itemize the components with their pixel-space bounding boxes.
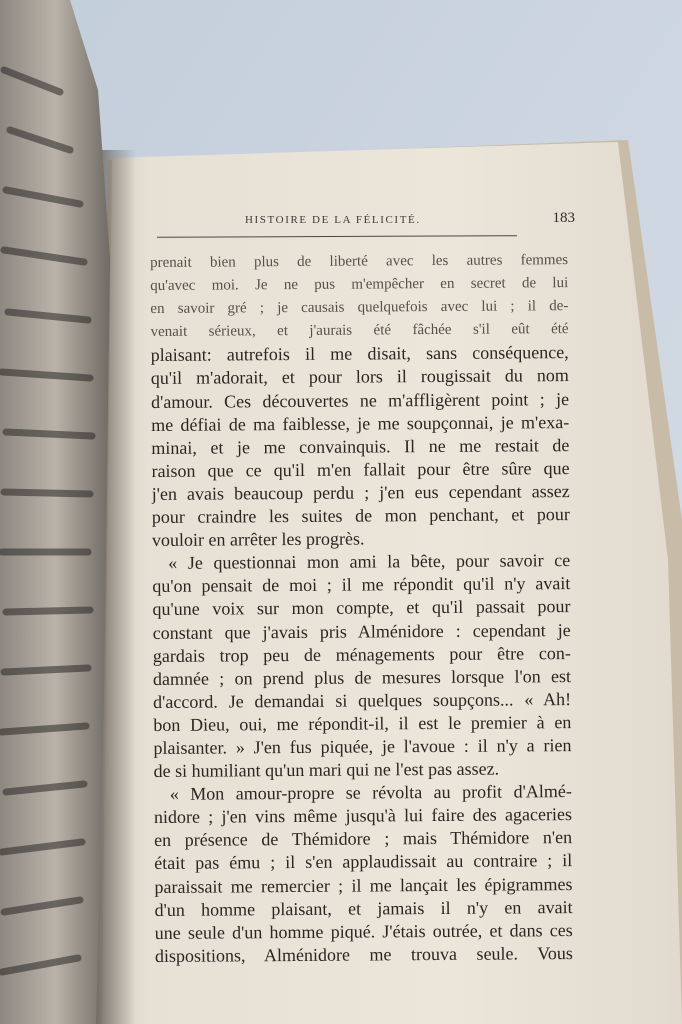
text-line: j'en avais beaucoup perdu ; j'en eus cependant assez (151, 481, 570, 504)
text-line: minai, et je me convainquis. Il ne me restait de (151, 434, 570, 458)
running-head (245, 210, 575, 230)
text-line: plaisant: autrefois il me disait, sans conséquence, (150, 342, 569, 366)
text-line: d'amour. Ces découvertes ne m'affligèrent point ; je (150, 388, 570, 412)
text-line: constant que j'avais pris Alménidore : cependant je (152, 619, 571, 643)
page-body (150, 249, 573, 968)
text-line: une seule d'un homme piqué. J'étais outrée, et dans ces (154, 919, 573, 943)
text-line: était pas ému ; il s'en applaudissait au contraire ; il (154, 850, 573, 874)
text-line: « Mon amour-propre se révolta au profit d'Almé- (169, 781, 572, 805)
text-line: nidore ; j'en vins même jusqu'à lui faire des agaceries (153, 804, 573, 828)
text-line: en savoir gré ; je causais quelquefois avec lui ; il de- (150, 298, 569, 318)
text-line: venait sérieux, et j'aurais été fâchée s'il eût été (150, 321, 569, 341)
text-line: « Je questionnai mon ami la bête, pour savoir ce (168, 550, 571, 574)
left-page-curl (0, 0, 110, 1024)
text-line: qu'il m'adorait, et pour lors il rougissait du nom (150, 365, 569, 389)
text-line: damnée ; on prend plus de mesures lorsque l'on est (152, 665, 572, 689)
text-line: d'un homme plaisant, et jamais il n'y en avait (154, 896, 573, 920)
text-line: qu'avec moi. Je ne pus m'empêcher en secret de lui (150, 275, 569, 295)
text-line: me défiai de ma faiblesse, je me soupçonnai, je m'exa- (151, 411, 570, 435)
text-line: qu'une voix sur mon compte, et qu'il passait pour (152, 596, 571, 620)
page-number: 183 (552, 210, 575, 226)
text-line: d'accord. Je demandai si quelques soupçons... « Ah! (153, 688, 572, 712)
text-line: dispositions, Alménidore me trouva seule. Vous (154, 942, 573, 966)
text-line: pour craindre les suites de mon penchant, et pour (151, 504, 570, 528)
text-line: plaisanter. » J'en fus piquée, je l'avoue : il n'y a rien (153, 735, 572, 758)
text-line: gardais trop peu de ménagements pour être con- (152, 642, 571, 666)
text-line: de si humiliant qu'un mari qui ne l'est pas assez. (153, 758, 500, 782)
text-line: qu'on pensait de moi ; il me répondit qu'il n'y avait (152, 573, 571, 597)
chapter-title: HISTOIRE DE LA FÉLICITÉ. (245, 214, 421, 226)
text-line: prenait bien plus de liberté avec les autres femmes (150, 252, 569, 271)
text-line: vouloir en arrêter les progrès. (151, 528, 365, 551)
text-line: bon Dieu, oui, me répondit-il, il est le premier à en (153, 711, 572, 735)
text-line: en présence de Thémidore ; mais Thémidore n'en (154, 827, 573, 851)
text-line: raison que ce qu'il m'en fallait pour être sûre que (151, 457, 570, 481)
text-line: paraissait me remercier ; il me lançait les épigrammes (154, 873, 573, 897)
